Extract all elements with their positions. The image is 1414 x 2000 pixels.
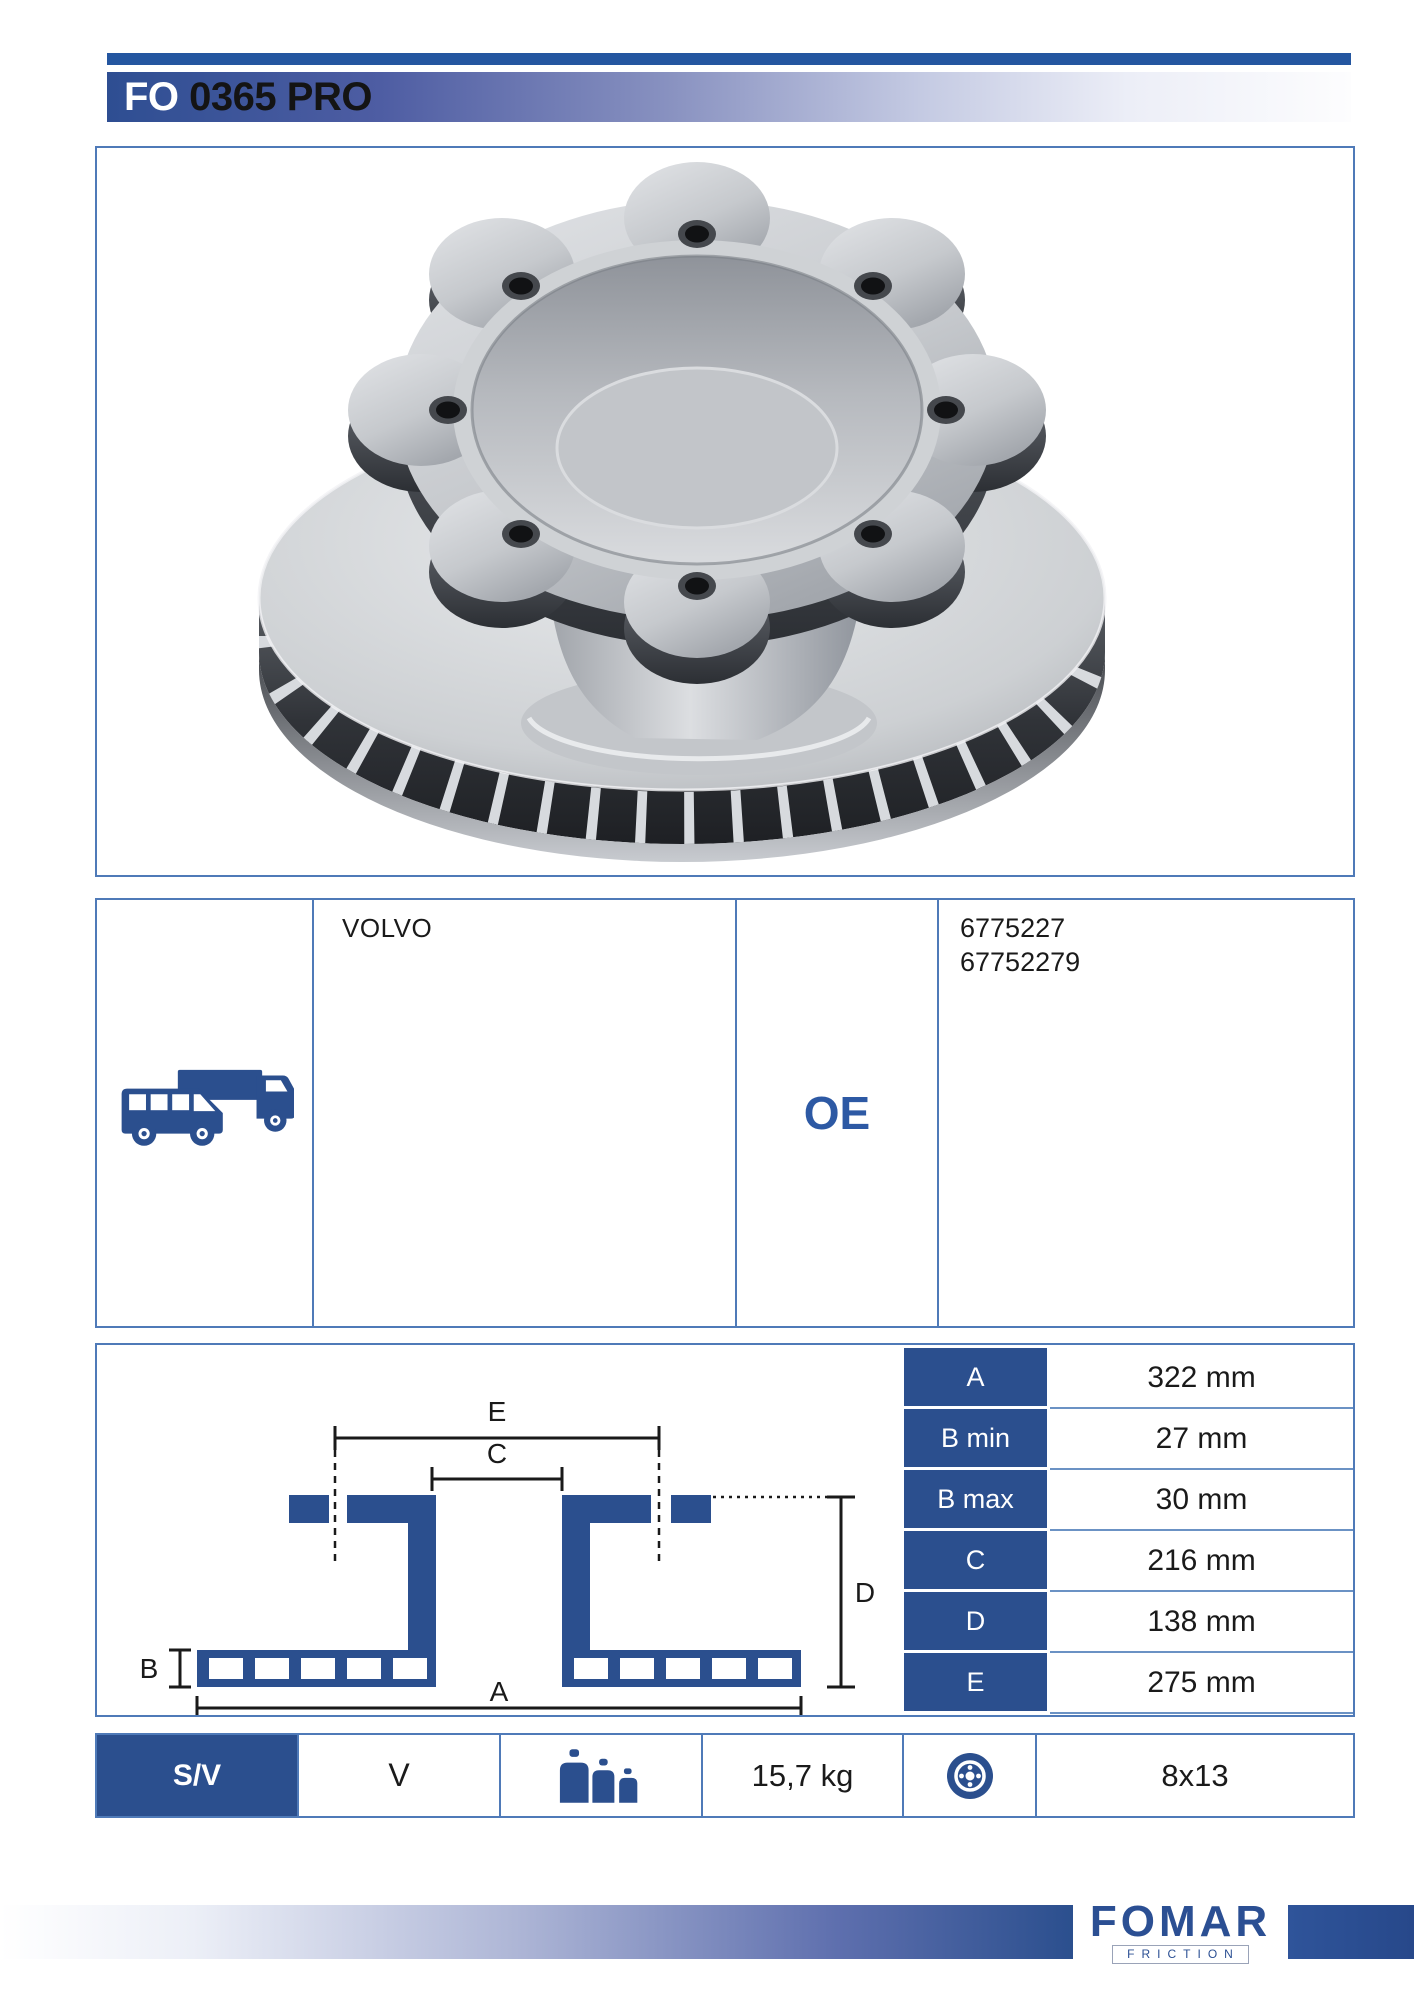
sv-label: S/V [97, 1735, 299, 1816]
diagram-label-d: D [854, 1577, 876, 1608]
dim-value-d: 138 mm [1050, 1592, 1353, 1653]
table-row [904, 1653, 1353, 1714]
table-row [904, 1470, 1353, 1531]
table-row [904, 1592, 1353, 1653]
diagram-label-e: E [487, 1396, 507, 1427]
weights-icon [558, 1747, 644, 1805]
weight-icon-cell [501, 1735, 703, 1816]
dimension-diagram [97, 1345, 897, 1715]
dim-label-bmax: B max [904, 1470, 1047, 1531]
wheel-hub-icon [946, 1752, 994, 1800]
table-row [904, 1531, 1353, 1592]
table-row [904, 1409, 1353, 1470]
bolt-pattern-value: 8x13 [1161, 1757, 1229, 1793]
header-band [107, 72, 1351, 122]
top-accent-bar [107, 53, 1351, 65]
vehicle-type-cell [97, 900, 314, 1326]
product-code-prefix: FO [124, 74, 190, 119]
dim-label-d: D [904, 1592, 1047, 1653]
dim-label-bmin: B min [904, 1409, 1047, 1470]
diagram-label-a: A [489, 1676, 509, 1707]
dimensions-panel [95, 1343, 1355, 1717]
dim-value-a: 322 mm [1050, 1348, 1353, 1409]
product-code [124, 75, 372, 120]
oe-number-1: 6775227 [960, 913, 1066, 943]
dim-value-bmax: 30 mm [1050, 1470, 1353, 1531]
dim-label-e: E [904, 1653, 1047, 1714]
dim-value-c: 216 mm [1050, 1531, 1353, 1592]
brake-disc-render [97, 148, 1353, 875]
footer-gradient-bar [0, 1905, 1073, 1959]
fomar-logo-sub: FRICTION [1112, 1945, 1249, 1964]
weight-value: 15,7 kg [703, 1735, 904, 1816]
wheel-icon-cell [904, 1735, 1037, 1816]
bus-truck-icon [116, 1065, 294, 1161]
product-image-panel [95, 146, 1355, 877]
table-row [904, 1348, 1353, 1409]
footer-right-bar [1288, 1905, 1414, 1959]
dim-label-a: A [904, 1348, 1047, 1409]
dim-value-bmin: 27 mm [1050, 1409, 1353, 1470]
dim-value-e: 275 mm [1050, 1653, 1353, 1714]
application-panel [95, 898, 1355, 1328]
oe-numbers [939, 900, 1353, 1326]
oe-label: OE [737, 900, 939, 1326]
vehicle-brand: VOLVO [314, 900, 737, 1326]
dimensions-table [904, 1348, 1353, 1714]
hub-bowl-floor [557, 368, 837, 528]
version-value: V [299, 1735, 501, 1816]
diagram-label-c: C [486, 1438, 508, 1469]
specs-row [95, 1733, 1355, 1818]
oe-number-2: 67752279 [960, 947, 1081, 977]
diagram-label-b: B [139, 1653, 159, 1684]
fomar-logo-brand: FOMAR [1089, 1897, 1272, 1946]
product-code-number: 0365 PRO [189, 74, 372, 119]
fomar-logo [1073, 1897, 1288, 1980]
dim-label-c: C [904, 1531, 1047, 1592]
